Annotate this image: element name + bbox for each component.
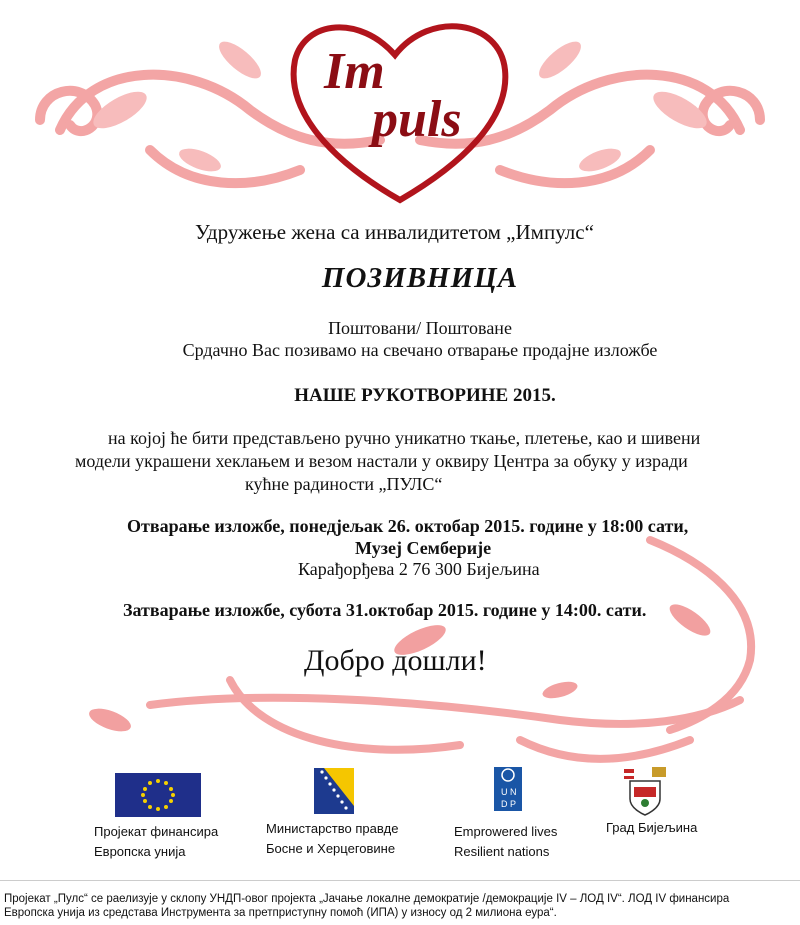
ministry-caption — [266, 819, 398, 859]
invitation-text: Срдачно Вас позивамо на свечано отварање продајне изложбе — [182, 340, 658, 360]
opening-address: Карађорђева 2 76 300 Бијељина — [298, 559, 540, 579]
greeting: Поштовани/ Поштоване — [328, 318, 512, 338]
city-coat-of-arms-icon — [622, 765, 668, 817]
description-line: на којој ће бити представљено ручно уникатно ткање, плетење, као и шивени — [108, 428, 701, 448]
caption-line: Министарство правде — [266, 821, 399, 836]
logo-text-im: Im — [324, 43, 385, 100]
undp-letter: P — [510, 799, 517, 809]
description-line: кућне радиности „ПУЛС“ — [245, 474, 443, 494]
welcome-text: Добро дошли! — [304, 644, 487, 677]
eu-caption — [94, 822, 218, 862]
caption-line: Resilient nations — [454, 844, 550, 859]
caption-line: Босне и Херцеговине — [266, 841, 396, 856]
city-caption — [606, 818, 697, 838]
divider — [0, 880, 800, 881]
footer-line: Пројекат „Пулс“ се раелизује у склопу УНДП-овог пројекта „Јачање локалне демократије /демокрације IV – ЛОД IV“. ЛОД IV финансира — [4, 893, 730, 905]
bih-flag-icon — [314, 768, 354, 814]
caption-line: Emprowered lives — [454, 824, 558, 839]
opening-datetime: Отварање изложбе, понедјељак 26. октобар 2015. године у 18:00 сати, — [127, 516, 689, 536]
footer-note — [4, 892, 729, 920]
undp-letter: D — [501, 799, 508, 809]
undp-logo-icon — [494, 767, 522, 811]
footer-line: Европска унија из средстава Инструмента за претприступну помоћ (ИПА) у износу од 2 милиона еура“. — [4, 907, 557, 919]
caption-line: Европска унија — [94, 844, 186, 859]
organization-name: Удружење жена са инвалидитетом „Импулс“ — [195, 220, 594, 244]
undp-letter: N — [510, 787, 517, 797]
description-line: модели украшени хеклањем и везом настали у оквиру Центра за обуку у изради — [75, 451, 688, 471]
closing-datetime: Затварање изложбе, субота 31.октобар 2015. године у 14:00. сати. — [123, 600, 647, 620]
eu-flag-icon — [115, 773, 201, 817]
invitation-title: ПОЗИВНИЦА — [321, 262, 519, 294]
logo-text-puls: puls — [372, 91, 462, 148]
opening-venue: Музеј Семберије — [355, 538, 492, 558]
undp-caption — [454, 822, 557, 862]
exhibition-name: НАШЕ РУКОТВОРИНЕ 2015. — [294, 385, 556, 406]
undp-letter: U — [501, 787, 508, 797]
caption-line: Град Бијељина — [606, 820, 698, 835]
caption-line: Пројекат финансира — [94, 824, 219, 839]
